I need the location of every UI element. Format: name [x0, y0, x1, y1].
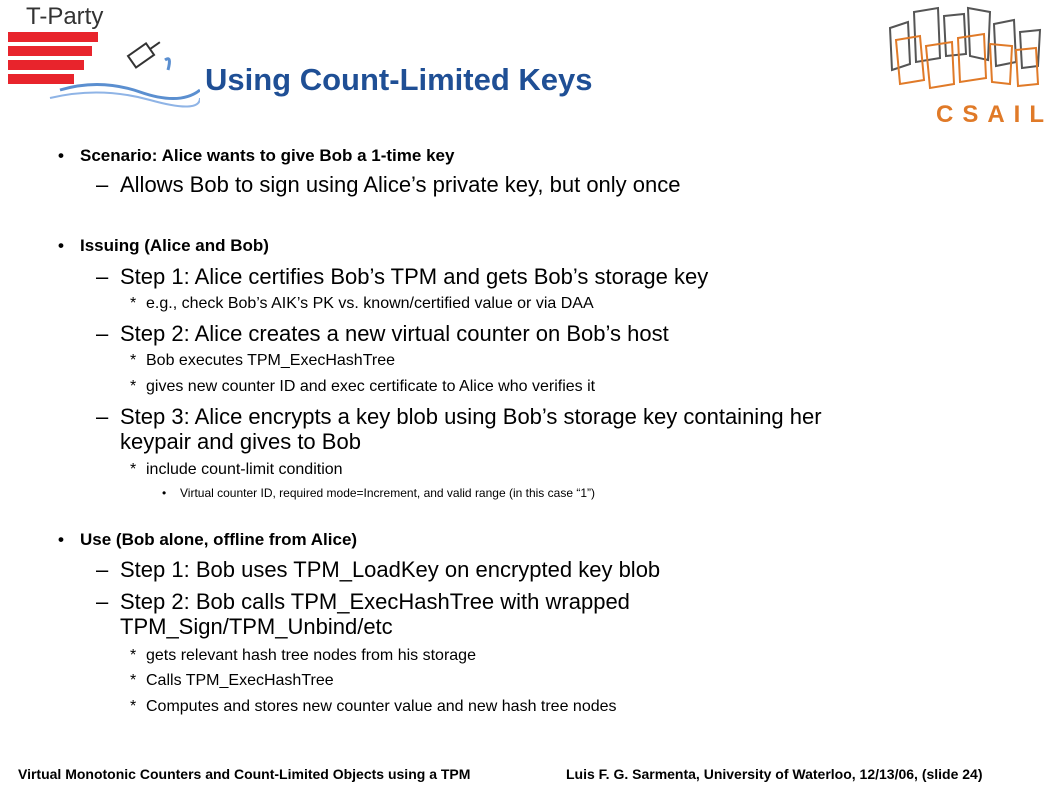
dash-marker: –	[96, 264, 109, 289]
use-step-2-line-1: Step 2: Bob calls TPM_ExecHashTree with wrapped	[120, 589, 630, 614]
use-step-2-line-2: TPM_Sign/TPM_Unbind/etc	[120, 614, 393, 639]
use-step-1: Step 1: Bob uses TPM_LoadKey on encrypted key blob	[120, 557, 661, 582]
bullet-marker: •	[58, 146, 64, 165]
use-step-2-detail-c: Computes and stores new counter value and new hash tree nodes	[146, 698, 617, 715]
issuing-step-3-subdetail: Virtual counter ID, required mode=Increment, and valid range (in this case “1”)	[180, 486, 595, 500]
issuing-step-2: Step 2: Alice creates a new virtual counter on Bob’s host	[120, 321, 669, 346]
dash-marker: –	[96, 172, 109, 197]
asterisk-marker: *	[130, 672, 137, 689]
asterisk-marker: *	[130, 461, 137, 478]
issuing-step-1-detail: e.g., check Bob’s AIK’s PK vs. known/certified value or via DAA	[146, 295, 594, 312]
bullet-scenario: Scenario: Alice wants to give Bob a 1-time key	[80, 146, 455, 165]
use-step-2-detail-a: gets relevant hash tree nodes from his storage	[146, 647, 476, 664]
csail-logo-text: CSAIL	[936, 101, 1053, 128]
bullet-issuing: Issuing (Alice and Bob)	[80, 236, 269, 255]
bullet-use: Use (Bob alone, offline from Alice)	[80, 530, 358, 549]
asterisk-marker: *	[130, 647, 137, 664]
dash-marker: –	[96, 321, 109, 346]
dash-marker: –	[96, 557, 109, 582]
asterisk-marker: *	[130, 352, 137, 369]
issuing-step-2-detail-a: Bob executes TPM_ExecHashTree	[146, 352, 396, 369]
scenario-sub-1: Allows Bob to sign using Alice’s private key, but only once	[120, 172, 681, 197]
bullet-marker: •	[58, 236, 64, 255]
issuing-step-3-line-1: Step 3: Alice encrypts a key blob using Bob’s storage key containing her	[120, 404, 822, 429]
issuing-step-1: Step 1: Alice certifies Bob’s TPM and gets Bob’s storage key	[120, 264, 709, 289]
asterisk-marker: *	[130, 698, 137, 715]
asterisk-marker: *	[130, 295, 137, 312]
issuing-step-3-line-2: keypair and gives to Bob	[120, 429, 361, 454]
asterisk-marker: *	[130, 378, 137, 395]
issuing-step-2-detail-b: gives new counter ID and exec certificate to Alice who verifies it	[146, 378, 596, 395]
page-title: Using Count-Limited Keys	[205, 62, 593, 97]
dash-marker: –	[96, 589, 109, 614]
footer-left: Virtual Monotonic Counters and Count-Limited Objects using a TPM	[18, 766, 471, 782]
use-step-2-detail-b: Calls TPM_ExecHashTree	[146, 672, 334, 689]
dash-marker: –	[96, 404, 109, 429]
issuing-step-3-detail: include count-limit condition	[146, 461, 343, 478]
footer-right: Luis F. G. Sarmenta, University of Waterloo, 12/13/06, (slide 24)	[566, 766, 983, 782]
bullet-marker: •	[162, 486, 167, 500]
tparty-logo-text: T-Party	[26, 3, 104, 30]
bullet-marker: •	[58, 530, 64, 549]
